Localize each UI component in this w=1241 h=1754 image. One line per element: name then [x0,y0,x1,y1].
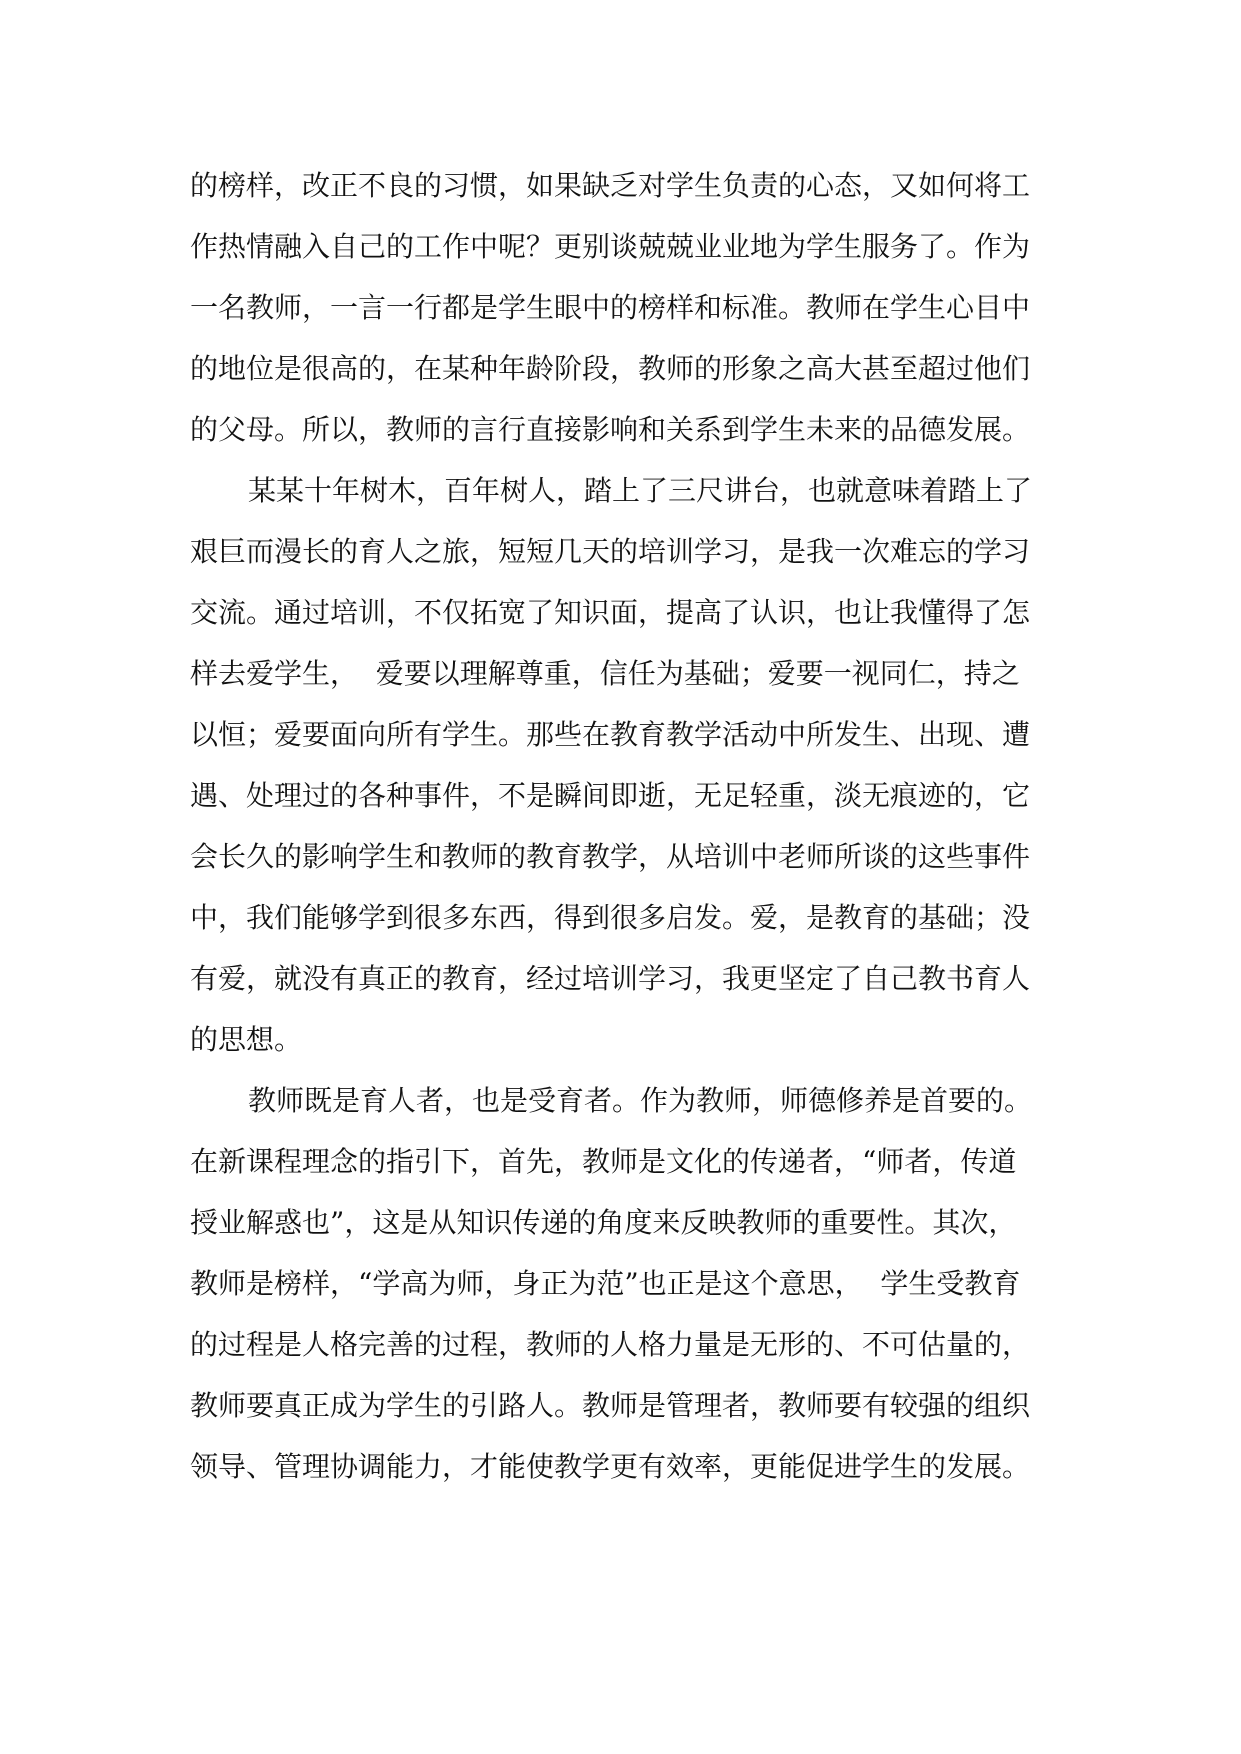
text-line: 的榜样，改正不良的习惯，如果缺乏对学生负责的心态，又如何将工 [190,169,1031,202]
text-line: 教师是榜样，“学高为师，身正为范”也正是这个意思， 学生受教育 [190,1267,1021,1300]
body-text [190,155,1070,1497]
text-line: 会长久的影响学生和教师的教育教学，从培训中老师所谈的这些事件 [190,840,1031,873]
text-line: 中，我们能够学到很多东西，得到很多启发。爱，是教育的基础；没 [190,901,1031,934]
text-line: 授业解惑也”，这是从知识传递的角度来反映教师的重要性。其次， [190,1206,1017,1239]
text-line: 的过程是人格完善的过程，教师的人格力量是无形的、不可估量的， [190,1328,1031,1361]
text-line: 的地位是很高的，在某种年龄阶段，教师的形象之高大甚至超过他们 [190,352,1031,385]
text-line: 以恒；爱要面向所有学生。那些在教育教学活动中所发生、出现、遭 [190,718,1031,751]
text-line: 的思想。 [190,1023,303,1056]
text-line: 遇、处理过的各种事件，不是瞬间即逝，无足轻重，淡无痕迹的，它 [190,779,1031,812]
text-line: 一名教师，一言一行都是学生眼中的榜样和标准。教师在学生心目中 [190,291,1031,324]
text-line: 教师要真正成为学生的引路人。教师是管理者，教师要有较强的组织 [190,1389,1031,1422]
text-line: 有爱，就没有真正的教育，经过培训学习，我更坚定了自己教书育人 [190,962,1031,995]
text-line: 交流。通过培训，不仅拓宽了知识面，提高了认识，也让我懂得了怎 [190,596,1031,629]
text-line: 艰巨而漫长的育人之旅，短短几天的培训学习，是我一次难忘的学习 [190,535,1031,568]
text-line: 作热情融入自己的工作中呢？更别谈兢兢业业地为学生服务了。作为 [190,230,1031,263]
text-line: 的父母。所以，教师的言行直接影响和关系到学生未来的品德发展。 [190,413,1031,446]
text-line: 样去爱学生， 爱要以理解尊重，信任为基础；爱要一视同仁，持之 [190,657,1020,690]
text-line: 领导、管理协调能力，才能使教学更有效率，更能促进学生的发展。 [190,1450,1031,1483]
text-line: 在新课程理念的指引下，首先，教师是文化的传递者，“师者，传道 [190,1145,1017,1178]
paragraph-first-line: 某某十年树木，百年树人，踏上了三尺讲台，也就意味着踏上了 [248,474,1033,507]
paragraph-first-line: 教师既是育人者，也是受育者。作为教师，师德修养是首要的。 [248,1084,1033,1117]
